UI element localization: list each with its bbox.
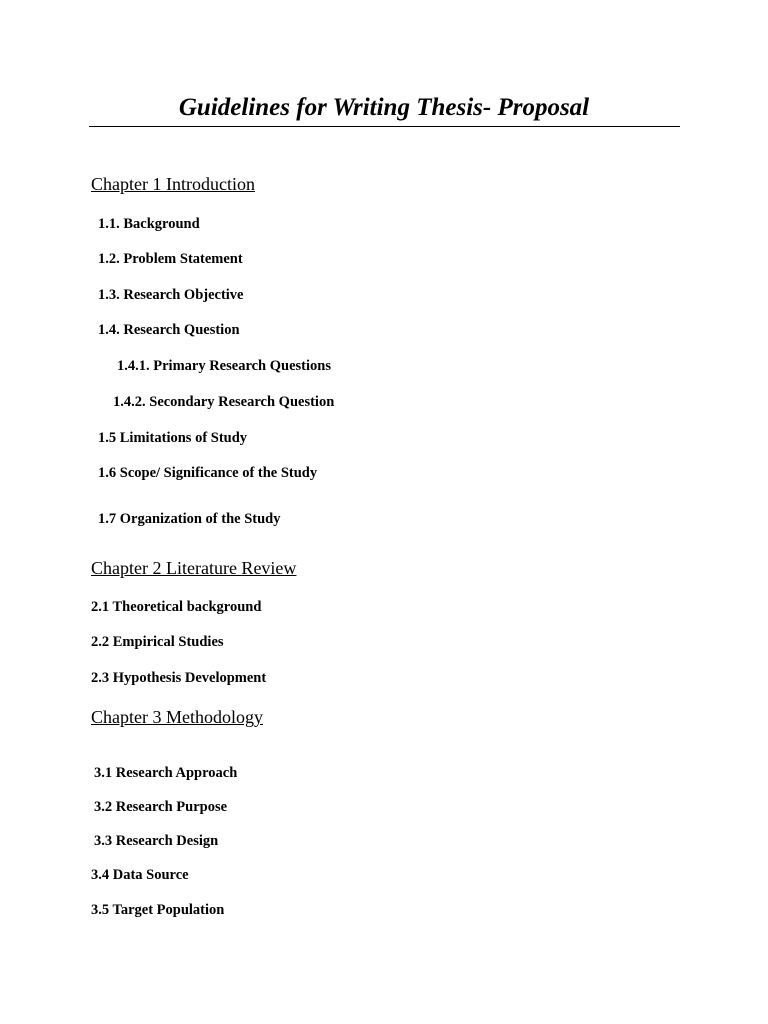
- section-item-1-2: 1.2. Problem Statement: [98, 251, 243, 267]
- section-item-2-2: 2.2 Empirical Studies: [91, 634, 224, 650]
- section-item-3-5: 3.5 Target Population: [91, 902, 225, 918]
- section-item-1-4: 1.4. Research Question: [98, 322, 240, 338]
- chapter-heading-2: Chapter 2 Literature Review: [91, 558, 297, 578]
- section-item-1-5: 1.5 Limitations of Study: [98, 430, 248, 446]
- chapter-heading-3: Chapter 3 Methodology: [91, 707, 263, 727]
- chapter-heading-1: Chapter 1 Introduction: [91, 174, 255, 194]
- section-item-2-3: 2.3 Hypothesis Development: [91, 670, 267, 686]
- section-item-2-1: 2.1 Theoretical background: [91, 599, 262, 615]
- section-item-1-6: 1.6 Scope/ Significance of the Study: [98, 465, 318, 481]
- section-item-3-4: 3.4 Data Source: [91, 867, 189, 883]
- section-item-3-2: 3.2 Research Purpose: [94, 799, 228, 815]
- title-divider: [89, 126, 680, 127]
- section-item-1-1: 1.1. Background: [98, 216, 200, 232]
- section-item-3-1: 3.1 Research Approach: [94, 765, 238, 781]
- page-title: Guidelines for Writing Thesis- Proposal: [178, 94, 590, 121]
- subsection-item-1-4-1: 1.4.1. Primary Research Questions: [117, 358, 331, 374]
- section-item-3-3: 3.3 Research Design: [94, 833, 219, 849]
- section-item-1-3: 1.3. Research Objective: [98, 287, 244, 303]
- section-item-1-7: 1.7 Organization of the Study: [98, 511, 281, 527]
- subsection-item-1-4-2: 1.4.2. Secondary Research Question: [113, 394, 335, 410]
